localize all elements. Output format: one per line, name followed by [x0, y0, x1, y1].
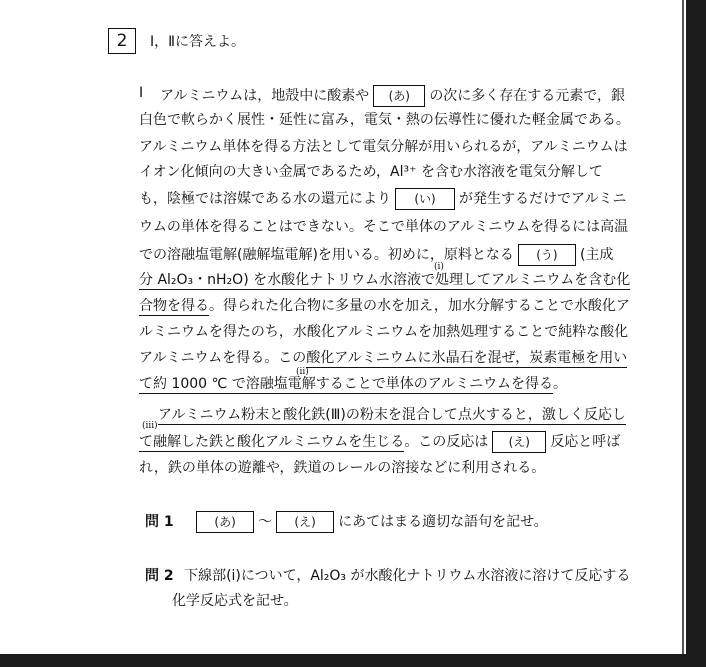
text-span: も，陰極では溶媒である水の還元により	[139, 191, 391, 207]
blank-e: (え)	[492, 431, 546, 453]
underline-mark-i: (i)	[434, 262, 444, 272]
section-label: Ⅰ	[139, 85, 144, 101]
q1-blank-e: (え)	[276, 511, 334, 533]
question-2-line2: 化学反応式を記せ。	[172, 593, 298, 609]
text-span: アルミニウムを得る。この	[139, 350, 307, 366]
text-span: 反応と呼ば	[550, 434, 621, 450]
underlined-span: 分 Al₂O₃・nH₂O) を水酸化ナトリウム水溶液で	[139, 272, 435, 288]
blank-i: (い)	[395, 188, 455, 210]
question-number-box: 2	[108, 28, 136, 54]
paragraph-line	[139, 374, 567, 394]
question-1-label: 問 1	[145, 514, 174, 530]
paragraph-line	[158, 405, 626, 425]
paragraph-line	[139, 348, 627, 368]
blank-a: (あ)	[373, 85, 425, 107]
paragraph-line	[139, 296, 630, 316]
text-span: が発生するだけでアルミニ	[459, 191, 627, 207]
text-span: 。得られた化合物に多量の水を加え，加水分解することで水酸化ア	[209, 298, 630, 314]
text-span: の次に多く存在する元素で，銀	[429, 88, 626, 104]
paragraph-line	[160, 85, 625, 107]
paragraph-line: イオン化傾向の大きい金属であるため，Al³⁺ を含む水溶液を電気分解して	[139, 164, 603, 180]
underlined-span: することで単体のアルミニウムを得る	[315, 376, 554, 392]
text-span: での溶融塩電解(融解塩電解)を用いる。初めに，原料となる	[139, 247, 514, 263]
tilde: 〜	[258, 514, 273, 530]
question-2-label: 問 2	[145, 568, 174, 584]
paragraph-line	[139, 431, 620, 453]
question-1	[145, 511, 548, 533]
q1-blank-a: (あ)	[196, 511, 254, 533]
viewer-frame-right	[686, 0, 706, 667]
viewer-frame-bottom	[0, 654, 706, 667]
blank-u: (う)	[518, 244, 576, 266]
underlined-span: 合物を得る	[139, 298, 209, 314]
paragraph-line	[139, 188, 626, 210]
underline-mark-iii: (iii)	[142, 421, 158, 431]
underlined-span: 酸化アルミニウムに氷晶石を混ぜ，炭素電極を用い	[306, 350, 628, 366]
question-2	[145, 566, 630, 586]
paragraph-line	[139, 270, 630, 290]
text-span: 。	[553, 376, 568, 392]
paragraph-line: れ，鉄の単体の遊離や，鉄道のレールの溶接などに利用される。	[139, 460, 546, 476]
question-2-text: 下線部(i)について，Al₂O₃ が水酸化ナトリウム水溶液に溶けて反応する	[184, 568, 631, 584]
underlined-span: アルミニウム粉末と酸化鉄(Ⅲ)の粉末を混合して点火すると，激しく反応し	[158, 407, 626, 423]
underlined-span: て融解した鉄と酸化アルミニウムを生じる	[139, 434, 405, 450]
instruction-text: Ⅰ，Ⅱに答えよ。	[150, 34, 246, 50]
text-span: アルミニウムは，地殻中に酸素や	[160, 88, 370, 104]
text-span: (主成	[579, 247, 614, 263]
underlined-span: 処理してアルミニウムを含む化	[434, 272, 631, 288]
paragraph-line: ウムの単体を得ることはできない。そこで単体のアルミニウムを得るには高温	[139, 219, 629, 235]
paragraph-line: ルミニウムを得たのち，水酸化アルミニウムを加熱処理することで純粋な酸化	[139, 324, 629, 340]
question-1-text: にあてはまる適切な語句を記せ。	[338, 514, 548, 530]
text-span: 。この反応は	[404, 434, 489, 450]
paragraph-line: 白色で軟らかく展性・延性に富み，電気・熱の伝導性に優れた軽金属である。	[139, 112, 630, 128]
underlined-span: て約 1000 ℃ で溶融塩電解	[139, 376, 316, 392]
paragraph-line	[139, 244, 613, 266]
underline-mark-ii: (ii)	[296, 367, 309, 377]
paragraph-line: アルミニウム単体を得る方法として電気分解が用いられるが，アルミニウムは	[139, 139, 628, 155]
viewer-divider	[682, 0, 684, 654]
